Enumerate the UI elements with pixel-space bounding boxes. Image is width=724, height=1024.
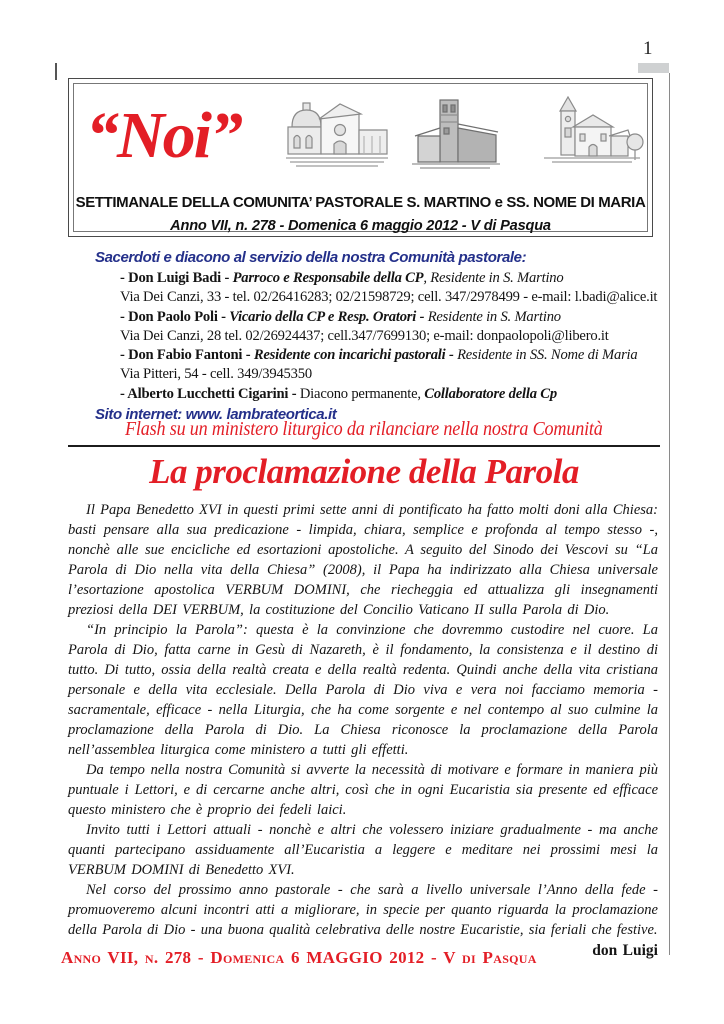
- article-kicker-text: Flash su un ministero liturgico da rilanciare nella nostra Comunità: [125, 419, 603, 440]
- article-paragraph: Invito tutti i Lettori attuali - nonchè e altri che volessero iniziare gradualmente - ma anche quanti partecipano assiduamente all’Eucaristia a leggere e meditare nei prossimi mesi la VERBUM DOMINI di Benedetto XVI.: [68, 822, 658, 878]
- clergy-residence: Residente in S. Martino: [427, 308, 561, 325]
- deacon-role: Collaboratore della Cp: [424, 385, 557, 402]
- clergy-entry: [120, 346, 661, 365]
- clergy-name: - Don Paolo Poli -: [120, 308, 230, 325]
- kicker-divider-rule: [68, 445, 660, 447]
- clergy-role: Residente con incarichi pastorali -: [253, 347, 458, 364]
- clergy-address: Via Pitteri, 54 - cell. 349/3945350: [120, 366, 312, 383]
- clergy-role: Parroco e Responsabile della CP: [232, 270, 424, 286]
- website-line: Sito internet: www. lambrateortica.it: [95, 406, 337, 424]
- article-signature: don Luigi: [592, 942, 658, 959]
- article-paragraph: Nel corso del prossimo anno pastorale - che sarà a livello universale l’Anno della fede - promuoveremo alcuni incontri atti a migliorare, in specie per quanto riguarda la proclamazione della Parola di Dio - una buona qualità celebrativa delle nostre Eucaristie, sia feriali che festive.: [68, 882, 658, 938]
- right-margin-rule: [669, 73, 670, 955]
- article-paragraph: “In principio la Parola”: questa è la convinzione che dovremmo custodire nel cuore. La Parola di Dio, fatta carne in Gesù di Nazareth, è il fondamento, la consistenza e il destino di tutto. Di tutto, ossia della realtà creata e della realtà redenta. Quindi anche della vita cristiana personale e della vita ecclesiale. Della Parola di Dio viva e vera noi facciamo memoria - sacramentale, efficace - nella Liturgia, che ha come sorgente e nel contempo al suo culmine la proclamazione della Parola di Dio. La Chiesa riconosce la proclamazione della Parola nell’assemblea liturgica come ministero a tutti gli effetti.: [68, 622, 658, 758]
- newsletter-logo: “Noi”: [86, 99, 241, 172]
- clergy-name: - Don Luigi Badi -: [120, 270, 233, 286]
- deacon-entry: [120, 385, 661, 404]
- page-number: 1: [643, 38, 653, 59]
- article-paragraph: Il Papa Benedetto XVI in questi primi sette anni di pontificato ha fatto molti doni alla Chiesa: basti pensare alla sua predicazione - limpida, chiara, semplice e profonda al tempo stesso -, nonchè alle sue encicliche ed esortazioni apostoliche. A seguito del Sinodo dei Vescovi su “La Parola di Dio nella vita della Chiesa” (2008), il Papa ha indirizzato alla Chiesa universale l’esortazione apostolica VERBUM DOMINI, che riecheggia ed attualizza gli insegnamenti preziosi della DEI VERBUM, la costituzione del Concilio Vaticano II sulla Parola di Dio.: [68, 502, 658, 618]
- clergy-list: [120, 269, 661, 404]
- masthead-box: [68, 78, 653, 237]
- left-margin-tick: [55, 63, 57, 80]
- deacon-title: Diacono permanente,: [299, 385, 425, 402]
- clergy-name: - Don Fabio Fantoni -: [120, 347, 254, 364]
- clergy-role: Vicario della CP e Resp. Oratori -: [229, 308, 428, 325]
- clergy-residence: Residente in SS. Nome di Maria: [457, 347, 638, 364]
- clergy-address: Via Dei Canzi, 28 tel. 02/26924437; cell.347/7699130; e-mail: donpaolopoli@libero.it: [120, 327, 609, 344]
- church-illustrations: [282, 96, 648, 176]
- masthead-issue-line: Anno VII, n. 278 - Domenica 6 maggio 2012 - V di Pasqua: [170, 218, 551, 234]
- clergy-entry: [120, 269, 661, 288]
- clergy-residence: , Residente in S. Martino: [423, 270, 564, 286]
- article-kicker: [68, 419, 660, 441]
- masthead-inner-border: [73, 83, 648, 232]
- footer-issue-line: Anno VII, n. 278 - Domenica 6 MAGGIO 2012 - V di Pasqua: [61, 948, 537, 967]
- clergy-heading: Sacerdoti e diacono al servizio della nostra Comunità pastorale:: [95, 249, 527, 266]
- clergy-section: [95, 249, 661, 423]
- article-paragraph: Da tempo nella nostra Comunità si avverte la necessità di motivare e formare in maniera più puntuale i Lettori, e di cercarne anche altri, così che in ogni Eucaristia sia presente ed efficace questo ministero che è proprio dei fedeli laici.: [68, 762, 658, 818]
- steeple-church-sketch-icon: [540, 96, 644, 170]
- basilica-dome-sketch-icon: [282, 98, 392, 174]
- clergy-entry: [120, 308, 661, 327]
- deacon-name: - Alberto Lucchetti Cigarini -: [120, 385, 300, 402]
- clergy-address: Via Dei Canzi, 33 - tel. 02/26416283; 02/21598729; cell. 347/2978499 - e-mail: l.badi@alice.it: [120, 289, 658, 306]
- page-number-tab: [638, 63, 669, 73]
- masthead-subtitle: SETTIMANALE DELLA COMUNITA’ PASTORALE S. MARTINO e SS. NOME DI MARIA: [75, 194, 646, 211]
- bell-tower-church-sketch-icon: [410, 98, 502, 172]
- article-body: [68, 500, 658, 961]
- article-title: La proclamazione della Parola: [149, 452, 579, 491]
